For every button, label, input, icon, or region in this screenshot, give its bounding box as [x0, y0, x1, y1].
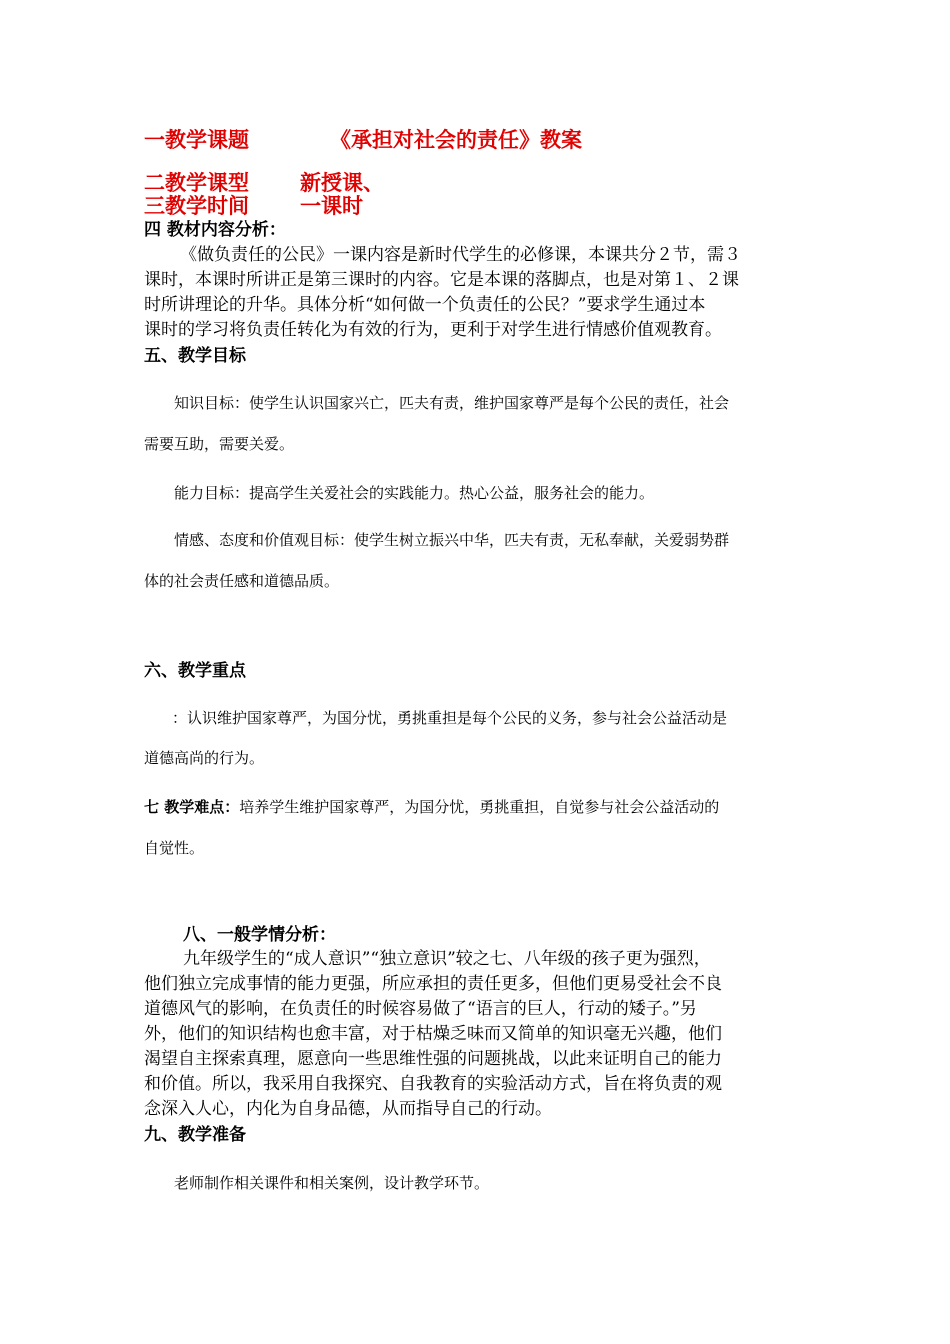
knowledge-goal-line-1: 知识目标：使学生认识国家兴亡，匹夫有责，维护国家尊严是每个公民的责任，社会 [174, 394, 730, 412]
section8-line-4: 外，他们的知识结构也愈丰富，对于枯燥乏味而又简单的知识毫无兴趣，他们 [144, 1024, 722, 1044]
lesson-time-value: 一课时 [300, 194, 363, 218]
lesson-time-label: 三教学时间 [144, 194, 249, 218]
preparation-line: 老师制作相关课件和相关案例，设计教学环节。 [174, 1174, 490, 1192]
section8-line-1: 九年级学生的“成人意识”“独立意识”较之七、八年级的孩子更为强烈， [183, 949, 711, 969]
section9-title: 九、教学准备 [144, 1125, 246, 1145]
emotion-goal-line-1: 情感、态度和价值观目标：使学生树立振兴中华，匹夫有责，无私奉献，关爱弱势群 [174, 531, 730, 549]
knowledge-goal-line-2: 需要互助，需要关爱。 [144, 435, 295, 453]
difficulty-line-2: 自觉性。 [144, 839, 205, 857]
section4-line-3: 时所讲理论的升华。具体分析“如何做一个负责任的公民？”要求学生通过本 [144, 295, 706, 315]
lesson-topic-label: 一教学课题 [144, 128, 249, 152]
key-point-line-1: ：认识维护国家尊严，为国分忧，勇挑重担是每个公民的义务，参与社会公益活动是 [172, 709, 728, 727]
section4-line-1: 《做负责任的公民》一课内容是新时代学生的必修课，本课共分２节，需３ [180, 245, 741, 265]
emotion-goal-line-2: 体的社会责任感和道德品质。 [144, 572, 340, 590]
ability-goal: 能力目标：提高学生关爱社会的实践能力。热心公益，服务社会的能力。 [174, 484, 655, 502]
section4-line-4: 课时的学习将负责任转化为有效的行为，更利于对学生进行情感价值观教育。 [144, 320, 722, 340]
section8-title: 八、一般学情分析： [183, 925, 336, 945]
section8-line-3: 道德风气的影响，在负责任的时候容易做了“语言的巨人，行动的矮子。”另 [144, 999, 697, 1019]
difficulty-line-1: 培养学生维护国家尊严，为国分忧，勇挑重担，自觉参与社会公益活动的 [239, 798, 720, 816]
section8-line-5: 渴望自主探索真理，愿意向一些思维性强的问题挑战，以此来证明自己的能力 [144, 1049, 722, 1069]
section8-line-7: 念深入人心，内化为自身品德，从而指导自己的行动。 [144, 1099, 552, 1119]
section4-title: 四 教材内容分析： [144, 220, 286, 240]
section7-row [144, 796, 719, 817]
lesson-topic-value: 《承担对社会的责任》教案 [330, 128, 582, 152]
section8-line-6: 和价值。所以，我采用自我探究、自我教育的实验活动方式，旨在将负责的观 [144, 1074, 722, 1094]
key-point-line-2: 道德高尚的行为。 [144, 749, 265, 767]
lesson-type-label: 二教学课型 [144, 171, 249, 195]
lesson-type-value: 新授课、 [300, 171, 384, 195]
section7-title: 七 教学难点： [144, 798, 240, 816]
section4-line-2: 课时，本课时所讲正是第三课时的内容。它是本课的落脚点，也是对第１、２课 [144, 270, 739, 290]
section6-title: 六、教学重点 [144, 661, 246, 681]
section5-title: 五、教学目标 [144, 346, 246, 366]
section8-line-2: 他们独立完成事情的能力更强，所应承担的责任更多，但他们更易受社会不良 [144, 974, 722, 994]
